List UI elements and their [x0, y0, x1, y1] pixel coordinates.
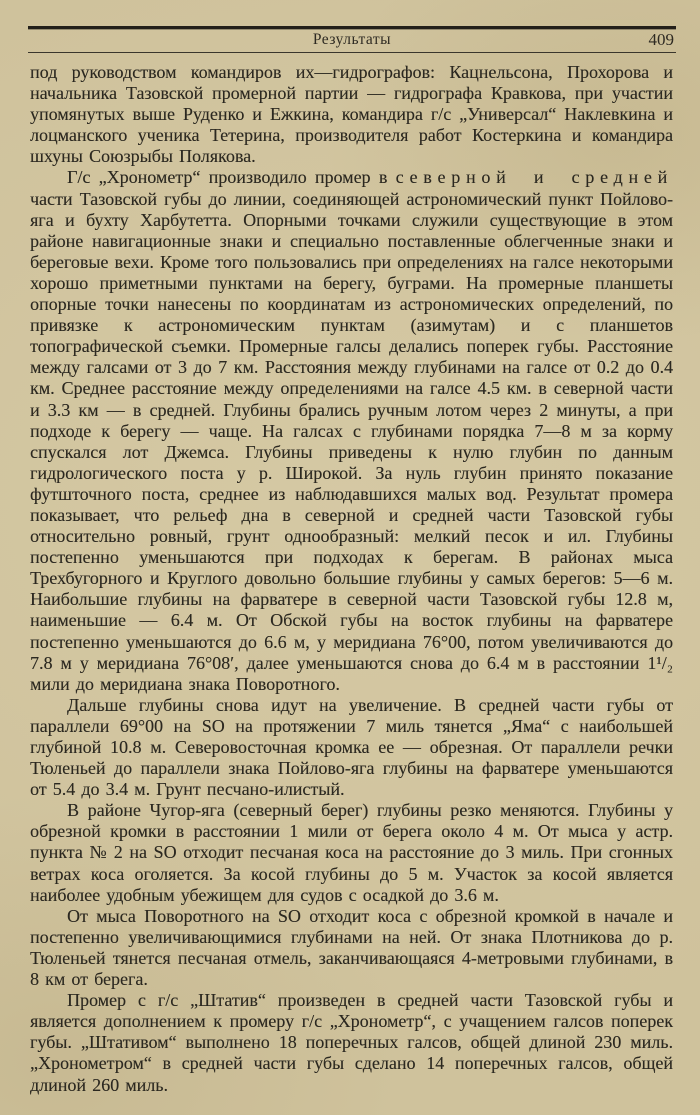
paragraph-text: Г/с „Хронометр“ производило промер в	[67, 167, 396, 188]
header-rule	[28, 52, 676, 53]
paragraph-text: В районе Чугор-яга (северный берег) глубины резко меняются. Глубины у обрезной кромки в расстоянии 1 мили от берега около 4 м. От мыса у астр. пункта № 2 на SO отходит песчаная коса на расстояние до 3 миль. При сгонных ветрах коса оголяется. За косой глубины до 5 м. Участок за косой является наиболее удобным убежищем для судов с осадкой до 3.6 м.	[30, 800, 673, 905]
page-number: 409	[648, 30, 674, 49]
running-header	[28, 31, 676, 51]
running-header-title: Результаты	[312, 31, 392, 48]
paragraph-text: От мыса Поворотного на SO отходит коса с обрезной кромкой в начале и постепенно увеличивающимися глубинами на ней. От знака Плотникова до р. Тюленьей тянется песчаная отмель, заканчивающаяся 4-метровыми глубинами, в 8 км от берега.	[30, 905, 673, 990]
paragraph	[30, 800, 673, 905]
paragraph-text: части Тазовской губы до линии, соединяющей астрономический пункт Пойлово-яга и бухту Харбутетта. Опорными точками служили существующие в этом районе навигационные знаки и специально поставленные облегченные знаки и береговые вехи. Кроме того пользовались при определениях на галсе некоторыми хорошо приметными пунктами на берегу, буграми. На промерные планшеты опорные точки нанесены по координатам из астрономических определений, по привязке к астрономическим пунктам (азимутам) и с планшетов топографической съемки. Промерные галсы делались поперек губы. Расстояние между галсами от 3 до 7 км. Расстояния между глубинами на галсе от 0.2 до 0.4 км. Среднее расстояние между определениями на галсе 4.5 км. в северной части и 3.3 км — в средней. Глубины брались ручным лотом через 2 минуты, а при подходе к берегу — чаще. На галсах с глубинами порядка 7—8 м за корму спускался лот Джемса. Глубины приведены к нулю глубин по данным гидрологического поста у р. Широкой. За нуль глубин принято показание футшточного поста, среднее из наблюдавшихся малых вод. Результат промера показывает, что рельеф дна в северной и средней части Тазовской губы относительно ровный, грунт однообразный: мелкий песок и ил. Глубины постепенно уменьшаются при подходах к берегам. В районах мыса Трехбугорного и Круглого довольно большие глубины у самых берегов: 5—6 м. Наибольшие глубины на фарватере в северной части Тазовской губы 12.8 м, наименьшие — 6.4 м. От Обской губы на восток глубины на фарватере постепенно уменьшаются до 6.6 м, у меридиана 76°00, потом увеличиваются до 7.8 м у меридиана 76°08′, далее уменьшаются снова до 6.4 м в расстоянии 1¹/₂ мили до меридиана знака Поворотного.	[30, 188, 673, 694]
paragraph-text: Дальше глубины снова идут на увеличение. В средней части губы от параллели 69°00 на SO на протяжении 7 миль тянется „Яма“ с наибольшей глубиной 10.8 м. Северовосточная кромка ее — обрезная. От параллели речки Тюленьей до параллели знака Пойлово-яга глубины на фарватере уменьшаются от 5.4 до 3.4 м. Грунт песчано-илистый.	[30, 694, 673, 800]
paragraph	[30, 695, 673, 800]
paragraph-text: Промер с г/с „Штатив“ произведен в средней части Тазовской губы и является дополнением к промеру г/с „Хронометр“, с учащением галсов поперек губы. „Штативом“ выполнено 18 поперечных галсов, общей длиной 230 миль. „Хронометром“ в средней части губы сделано 14 поперечных галсов, общей длиной 260 миль.	[30, 990, 673, 1095]
document-body	[30, 62, 673, 1096]
top-double-rule	[28, 26, 676, 29]
paragraph	[30, 906, 673, 990]
emphasized-text: северной и средней	[395, 167, 673, 188]
paragraph	[30, 62, 673, 167]
paragraph-text: под руководством командиров их—гидрографов: Кацнельсона, Прохорова и начальника Тазовской промерной партии — гидрографа Кравкова, при участии упомянутых выше Руденко и Ежкина, командира г/с „Универсал“ Наклевкина и лоцманского ученика Тетерина, производителя работ Костеркина и командира шхуны Союзрыбы Полякова.	[30, 62, 673, 167]
paragraph	[30, 167, 673, 694]
paragraph	[30, 990, 673, 1095]
